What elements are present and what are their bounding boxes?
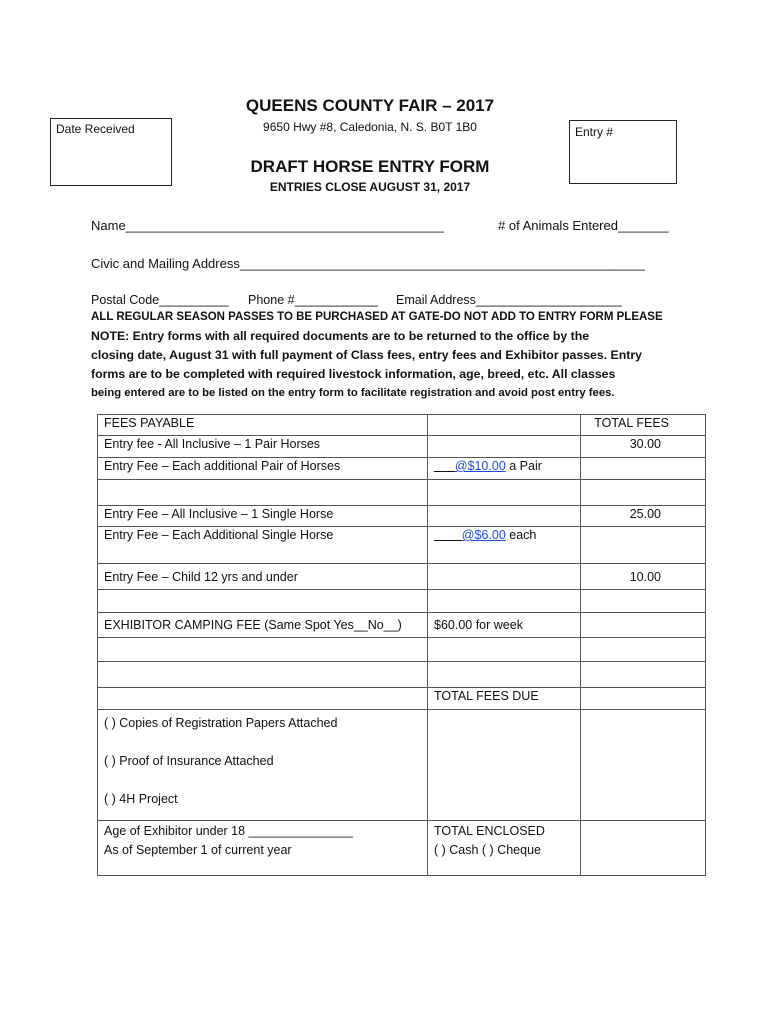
table-row (98, 480, 706, 506)
table-row (98, 458, 706, 480)
fee-total[interactable] (581, 613, 706, 638)
rate-cell (428, 436, 581, 458)
fee-total[interactable] (581, 527, 706, 564)
table-row (98, 564, 706, 590)
fee-label: Entry Fee – Each Additional Single Horse (98, 527, 428, 564)
postal-code-field[interactable]: Postal Code__________ (91, 293, 229, 307)
payment-method[interactable]: ( ) Cash ( ) Cheque (434, 843, 541, 857)
note-line: closing date, August 31 with full payment of Class fees, entry fees and Exhibitor passes. Entry (91, 348, 642, 362)
camping-fee-label: EXHIBITOR CAMPING FEE (Same Spot Yes__No__) (98, 613, 428, 638)
fee-total: 30.00 (581, 436, 706, 458)
blank-cell (581, 710, 706, 821)
table-row (98, 710, 706, 821)
age-note: As of September 1 of current year (104, 843, 292, 857)
note-line: forms are to be completed with required livestock information, age, breed, etc. All classes (91, 367, 616, 381)
table-row (98, 506, 706, 527)
rate-cell (428, 506, 581, 527)
fee-total[interactable] (581, 458, 706, 480)
passes-notice: ALL REGULAR SEASON PASSES TO BE PURCHASED AT GATE-DO NOT ADD TO ENTRY FORM PLEASE (91, 311, 663, 323)
blank-cell (428, 480, 581, 506)
blank-cell (428, 710, 581, 821)
blank-cell (581, 590, 706, 613)
table-row (98, 821, 706, 876)
phone-field[interactable]: Phone #____________ (248, 293, 378, 307)
blank-cell (98, 590, 428, 613)
camping-rate: $60.00 for week (428, 613, 581, 638)
form-title: DRAFT HORSE ENTRY FORM (250, 157, 490, 176)
fee-label: Entry Fee – Child 12 yrs and under (98, 564, 428, 590)
blank-cell (581, 638, 706, 662)
checklist (98, 710, 428, 821)
fair-address: 9650 Hwy #8, Caledonia, N. S. B0T 1B0 (263, 120, 477, 134)
registration-papers-check[interactable]: ( ) Copies of Registration Papers Attached (104, 716, 338, 730)
blank-cell (581, 480, 706, 506)
entry-note (91, 327, 691, 403)
email-field[interactable]: Email Address_____________________ (396, 293, 622, 307)
total-fees-due-label: TOTAL FEES DUE (428, 688, 581, 710)
fee-label: Entry fee - All Inclusive – 1 Pair Horses (98, 436, 428, 458)
blank-cell (428, 662, 581, 688)
insurance-check[interactable]: ( ) Proof of Insurance Attached (104, 754, 274, 768)
fair-title: QUEENS COUNTY FAIR – 2017 (245, 96, 495, 115)
table-row (98, 527, 706, 564)
fees-payable-header: FEES PAYABLE (98, 415, 428, 436)
fees-table (97, 414, 706, 876)
total-enclosed-value[interactable] (581, 821, 706, 876)
entry-number-label: Entry # (575, 125, 614, 139)
note-line: being entered are to be listed on the entry form to facilitate registration and avoid post entry fees. (91, 387, 615, 399)
table-row (98, 662, 706, 688)
blank-cell (98, 662, 428, 688)
blank-cell (98, 638, 428, 662)
single-rate-suffix: each (505, 528, 537, 542)
rate-cell (428, 415, 581, 436)
fee-label: Entry Fee – Each additional Pair of Horses (98, 458, 428, 480)
rate-cell (428, 564, 581, 590)
total-fees-header: TOTAL FEES (581, 415, 706, 436)
entries-close: ENTRIES CLOSE AUGUST 31, 2017 (269, 180, 471, 194)
exhibitor-age (98, 821, 428, 876)
name-field[interactable]: Name____________________________________________ (91, 218, 444, 233)
single-rate-link[interactable]: @$6.00 (461, 528, 506, 542)
4h-project-check[interactable]: ( ) 4H Project (104, 792, 178, 806)
pair-rate-link[interactable]: @$10.00 (454, 459, 506, 473)
pair-rate-suffix: a Pair (505, 459, 542, 473)
table-row (98, 688, 706, 710)
total-fees-due-value[interactable] (581, 688, 706, 710)
fee-total: 25.00 (581, 506, 706, 527)
table-row (98, 436, 706, 458)
table-header-row (98, 415, 706, 436)
blank-cell (98, 480, 428, 506)
age-field[interactable]: Age of Exhibitor under 18 _______________ (104, 824, 353, 838)
rate-cell (428, 458, 581, 480)
rate-cell (428, 527, 581, 564)
blank-cell (581, 662, 706, 688)
total-enclosed-cell (428, 821, 581, 876)
table-row (98, 590, 706, 613)
fee-label: Entry Fee – All Inclusive – 1 Single Horse (98, 506, 428, 527)
note-line: NOTE: Entry forms with all required documents are to be returned to the office by the (91, 329, 590, 343)
table-row (98, 613, 706, 638)
table-row (98, 638, 706, 662)
blank-cell (98, 688, 428, 710)
fee-total: 10.00 (581, 564, 706, 590)
date-received-label: Date Received (56, 122, 135, 136)
mailing-address-field[interactable]: Civic and Mailing Address________________________________________________________ (91, 256, 645, 271)
total-enclosed-label: TOTAL ENCLOSED (434, 824, 545, 838)
blank-cell (428, 638, 581, 662)
blank-cell (428, 590, 581, 613)
animals-entered-field[interactable]: # of Animals Entered_______ (498, 218, 669, 233)
